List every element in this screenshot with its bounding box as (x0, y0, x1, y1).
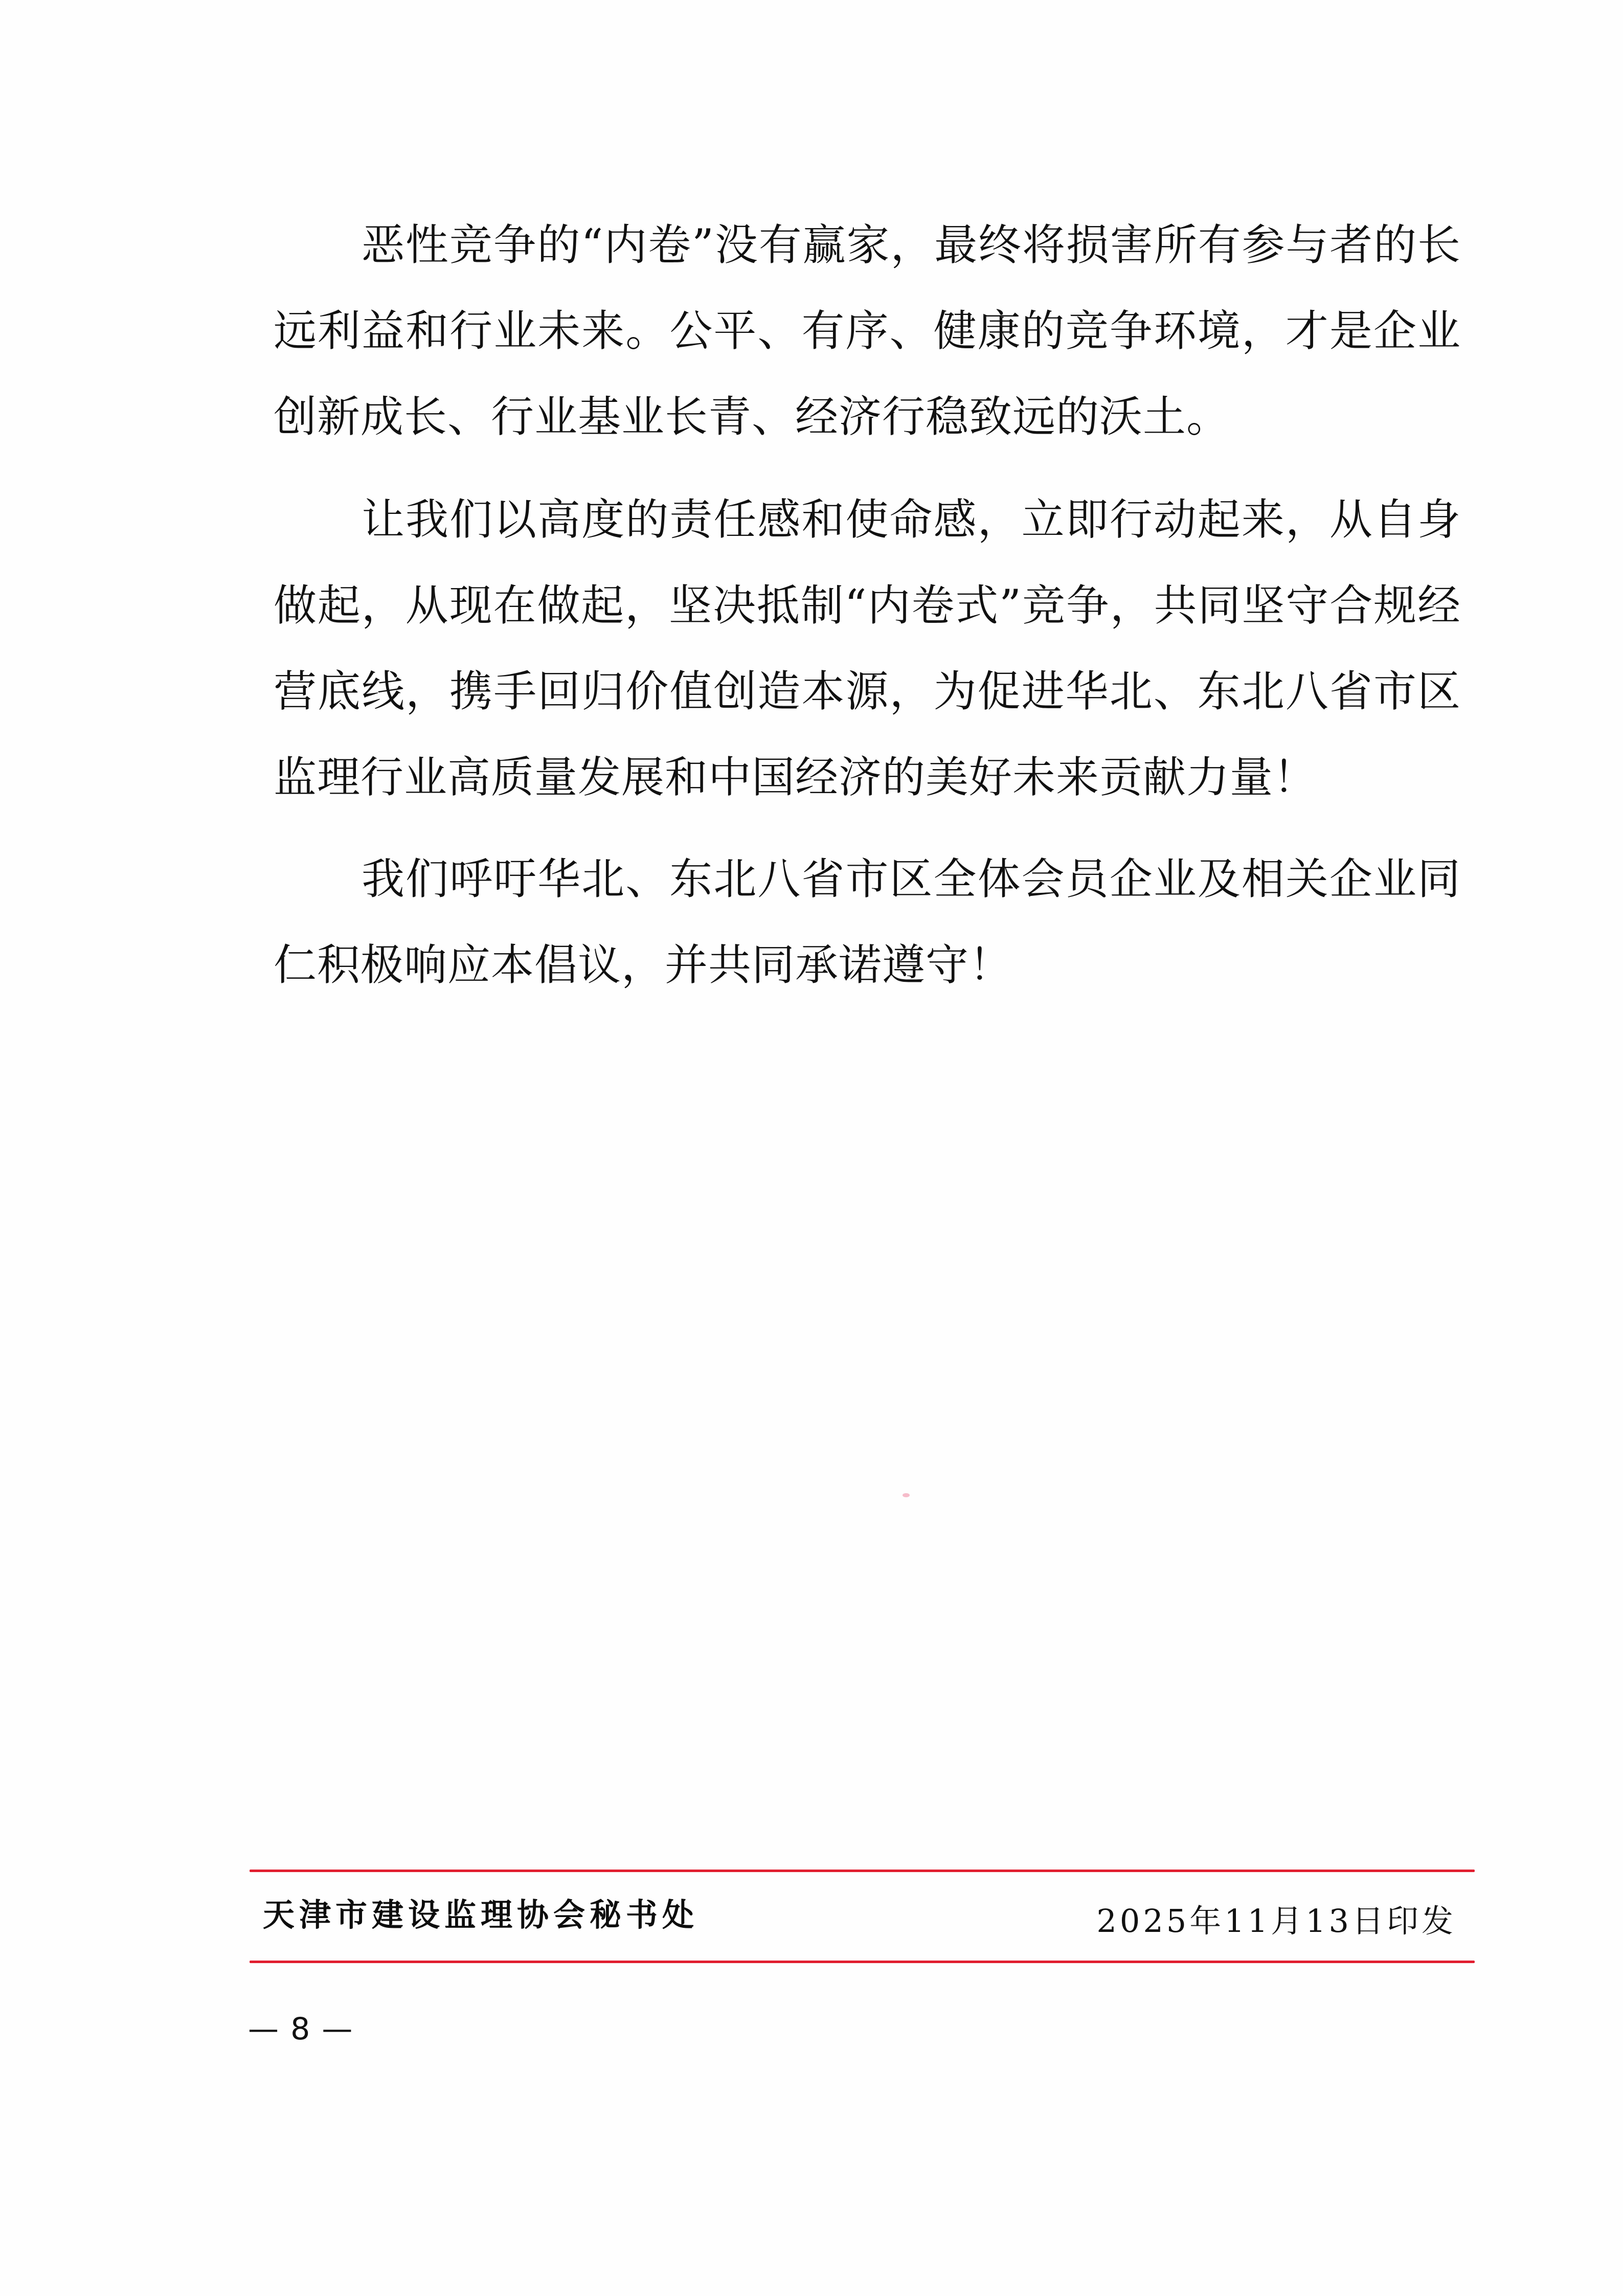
body-paragraph-3 (274, 836, 1461, 1008)
paragraph-text: 让我们以高度的责任感和使命感，立即行动起来，从自身做起，从现在做起，坚决抵制“内卷式”竞争，共同坚守合规经营底线，携手回归价值创造本源，为促进华北、东北八省市区监理行业高质量发展和中国经济的美好未来贡献力量！ (274, 494, 1461, 802)
body-paragraph-1 (274, 202, 1461, 460)
paragraph-text: 我们呼吁华北、东北八省市区全体会员企业及相关企业同仁积极响应本倡议，并共同承诺遵守！ (274, 854, 1461, 990)
issue-date: 2025年11月13日印发 (1096, 1902, 1456, 1940)
paragraph-text: 恶性竞争的“内卷”没有赢家，最终将损害所有参与者的长远利益和行业未来。公平、有序、健康的竞争环境，才是企业创新成长、行业基业长青、经济行稳致远的沃土。 (274, 220, 1461, 442)
issuer-name: 天津市建设监理协会秘书处 (263, 1896, 699, 1933)
scan-artifact (903, 1493, 910, 1497)
footer-bottom-rule (250, 1961, 1475, 1963)
body-paragraph-2 (274, 477, 1461, 820)
footer-top-rule (250, 1870, 1475, 1872)
page-number: — 8 — (248, 2011, 354, 2047)
